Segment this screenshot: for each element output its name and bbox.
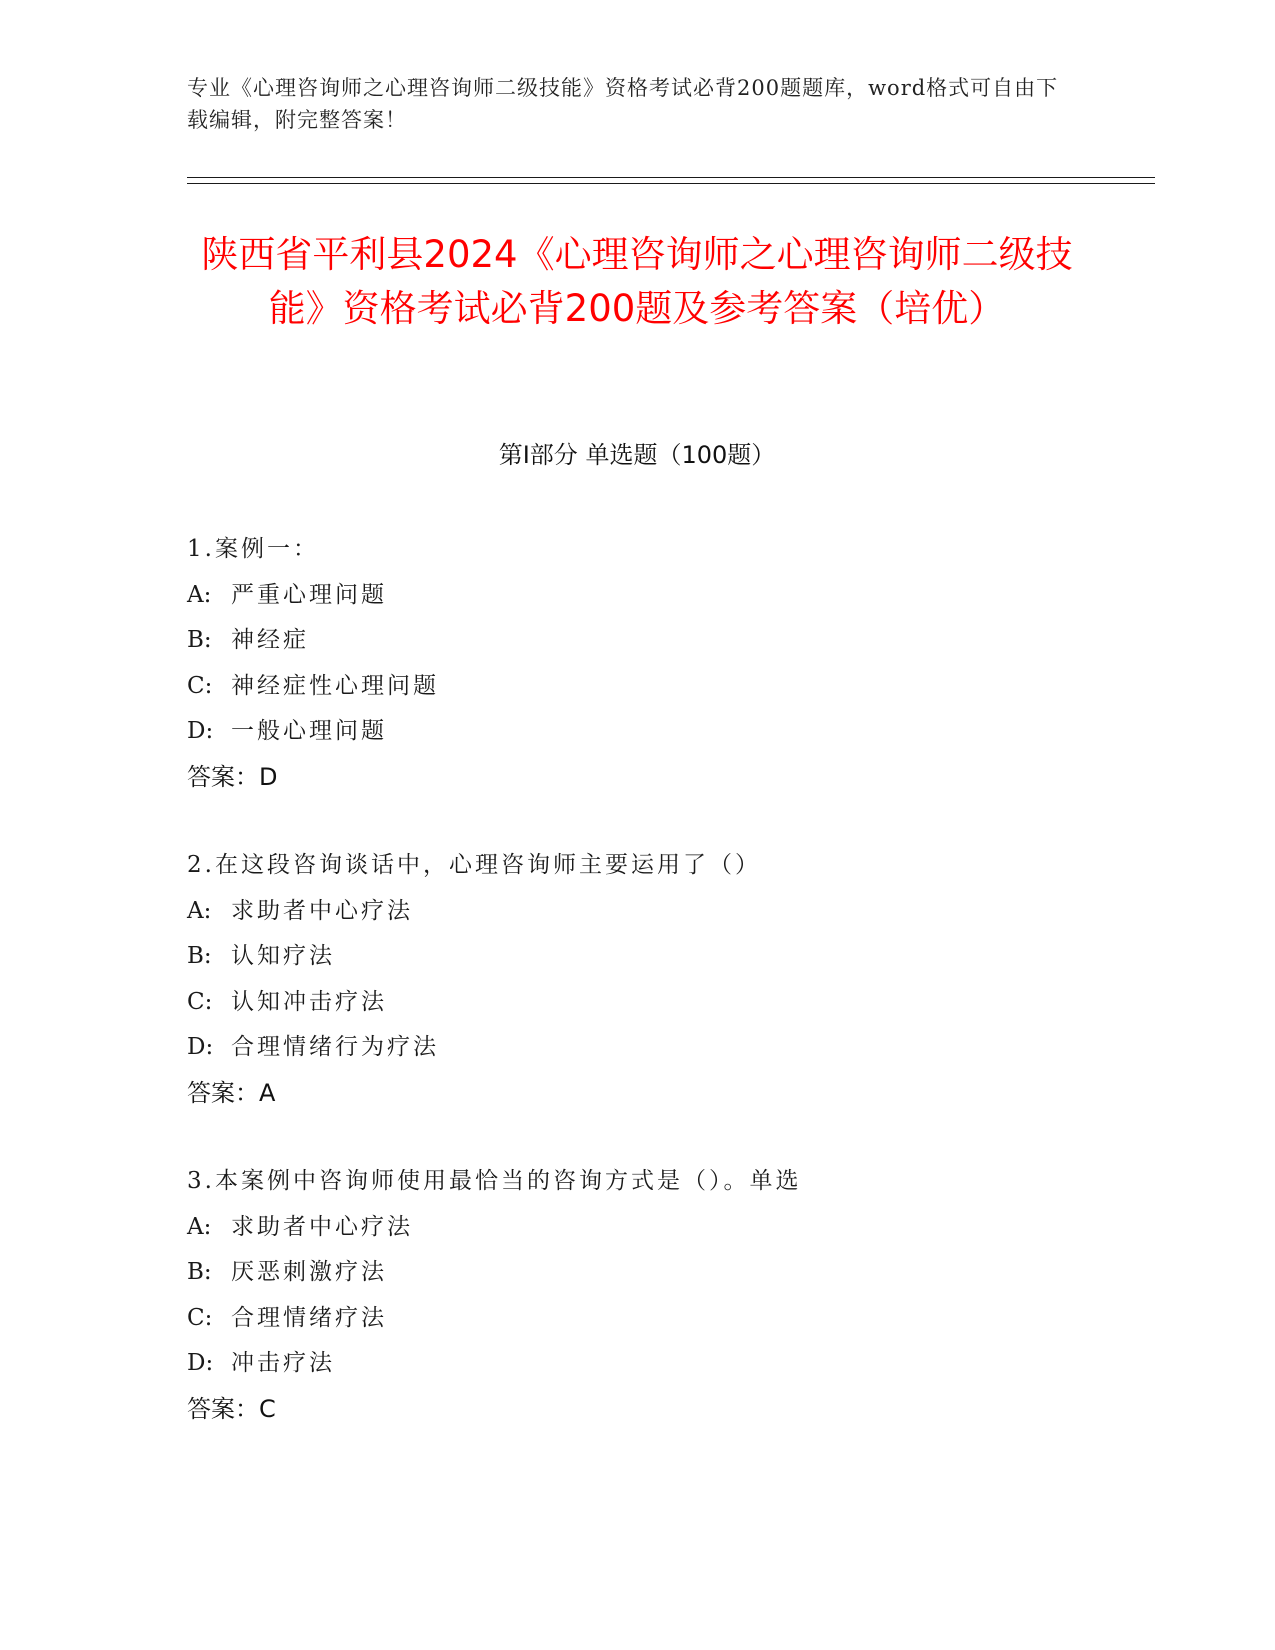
option-b bbox=[187, 1250, 1087, 1296]
option-b bbox=[187, 934, 1087, 980]
option-text: 一般心理问题 bbox=[231, 718, 387, 744]
option-letter: B: bbox=[187, 627, 212, 653]
header-note: 专业《心理咨询师之心理咨询师二级技能》资格考试必背200题题库，word格式可自由下载编辑，附完整答案！ bbox=[187, 76, 1059, 132]
option-letter: D: bbox=[187, 1350, 214, 1376]
answer-line: 答案：C bbox=[187, 1394, 276, 1423]
option-a bbox=[187, 1205, 1087, 1251]
option-letter: D: bbox=[187, 718, 214, 744]
question-1 bbox=[187, 527, 1087, 800]
option-b bbox=[187, 618, 1087, 664]
answer-line: 答案：D bbox=[187, 762, 278, 791]
option-text: 严重心理问题 bbox=[231, 581, 387, 608]
header-rule-bottom bbox=[187, 183, 1155, 184]
option-d bbox=[187, 1341, 1087, 1387]
option-letter: C: bbox=[187, 1304, 213, 1331]
option-letter: C: bbox=[187, 988, 213, 1015]
option-letter: B: bbox=[187, 943, 212, 969]
option-letter: C: bbox=[187, 672, 213, 699]
section-heading: 第Ⅰ部分 单选题（100题） bbox=[498, 441, 776, 469]
option-a bbox=[187, 573, 1087, 619]
option-text: 合理情绪疗法 bbox=[231, 1304, 387, 1331]
document-title: 陕西省平利县2024《心理咨询师之心理咨询师二级技能》资格考试必背200题及参考答案（培优） bbox=[201, 233, 1073, 330]
option-text: 求助者中心疗法 bbox=[231, 897, 413, 924]
question-stem: 2.在这段咨询谈话中，心理咨询师主要运用了（） bbox=[187, 852, 761, 878]
option-text: 冲击疗法 bbox=[231, 1350, 335, 1376]
question-3 bbox=[187, 1159, 1087, 1432]
option-a bbox=[187, 889, 1087, 935]
option-letter: A: bbox=[187, 897, 212, 924]
option-letter: D: bbox=[187, 1034, 214, 1060]
option-text: 神经症性心理问题 bbox=[231, 672, 439, 699]
question-stem: 3.本案例中咨询师使用最恰当的咨询方式是（）。单选 bbox=[187, 1168, 802, 1194]
option-text: 合理情绪行为疗法 bbox=[231, 1034, 439, 1060]
option-letter: B: bbox=[187, 1259, 212, 1285]
option-text: 求助者中心疗法 bbox=[231, 1213, 413, 1240]
header-rule-top bbox=[187, 177, 1155, 178]
option-text: 神经症 bbox=[231, 627, 309, 653]
option-text: 认知冲击疗法 bbox=[231, 988, 387, 1015]
option-text: 厌恶刺激疗法 bbox=[231, 1259, 387, 1285]
option-letter: A: bbox=[187, 1213, 212, 1240]
question-stem: 1.案例一： bbox=[187, 536, 319, 562]
option-c bbox=[187, 664, 1087, 710]
option-letter: A: bbox=[187, 581, 212, 608]
option-c bbox=[187, 1296, 1087, 1342]
answer-line: 答案：A bbox=[187, 1078, 276, 1107]
option-d bbox=[187, 709, 1087, 755]
question-2 bbox=[187, 843, 1087, 1116]
question-list bbox=[187, 527, 1087, 1475]
option-d bbox=[187, 1025, 1087, 1071]
option-text: 认知疗法 bbox=[231, 943, 335, 969]
option-c bbox=[187, 980, 1087, 1026]
